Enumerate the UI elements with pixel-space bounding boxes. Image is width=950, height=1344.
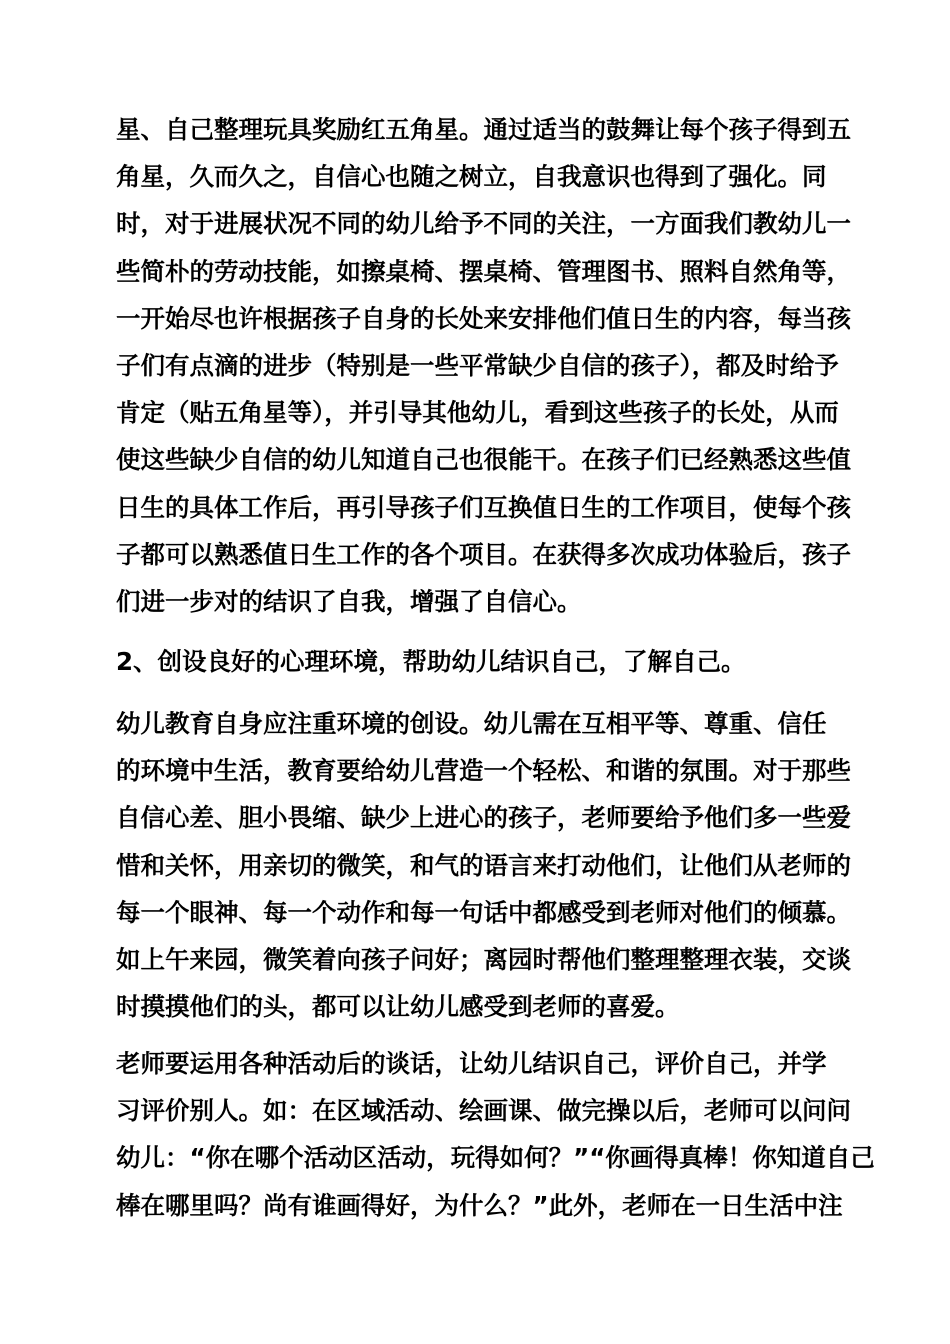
text-line: 些简朴的劳动技能，如擦桌椅、摆桌椅、管理图书、照料自然角等， xyxy=(116,256,851,286)
paragraph-value-day-encouragement xyxy=(116,106,851,625)
text-line: 子们有点滴的进步（特别是一些平常缺少自信的孩子），都及时给予 xyxy=(116,350,839,380)
text-line: 如上午来园，微笑着向孩子问好；离园时帮他们整理整理衣装，交谈 xyxy=(116,944,851,974)
text-line: 角星，久而久之，自信心也随之树立，自我意识也得到了强化。同 xyxy=(116,162,827,192)
text-line: 星、自己整理玩具奖励红五角星。通过适当的鼓舞让每个孩子得到五 xyxy=(116,115,851,144)
text-line: 棒在哪里吗？尚有谁画得好，为什么？”此外，老师在一日生活中注 xyxy=(116,1190,843,1220)
heading-line: 2、创设良好的心理环境，帮助幼儿结识自己，了解自己。 xyxy=(116,647,746,676)
section-heading xyxy=(116,638,846,685)
text-line: 使这些缺少自信的幼儿知道自己也很能干。在孩子们已经熟悉这些值 xyxy=(116,445,851,475)
paragraph-self-evaluation xyxy=(116,1040,875,1229)
text-line: 子都可以熟悉值日生工作的各个项目。在获得多次成功体验后，孩子 xyxy=(116,539,851,569)
text-line: 时，对于进展状况不同的幼儿给予不同的关注，一方面我们教幼儿一 xyxy=(116,209,851,239)
text-line: 幼儿：“你在哪个活动区活动，玩得如何？”“你画得真棒！你知道自己 xyxy=(116,1143,875,1173)
text-line: 习评价别人。如：在区域活动、绘画课、做完操以后，老师可以问问 xyxy=(116,1096,851,1126)
text-line: 自信心差、胆小畏缩、缺少上进心的孩子，老师要给予他们多一些爱 xyxy=(116,803,851,833)
text-line: 肯定（贴五角星等），并引导其他幼儿，看到这些孩子的长处，从而 xyxy=(116,398,839,428)
text-line: 惜和关怀，用亲切的微笑，和气的语言来打动他们，让他们从老师的 xyxy=(116,850,851,880)
text-line: 时摸摸他们的头，都可以让幼儿感受到老师的喜爱。 xyxy=(116,992,680,1022)
text-line: 一开始尽也许根据孩子自身的长处来安排他们值日生的内容，每当孩 xyxy=(116,303,851,333)
paragraph-environment xyxy=(116,700,851,1030)
text-line: 每一个眼神、每一个动作和每一句话中都感受到老师对他们的倾慕。 xyxy=(116,897,851,927)
text-line: 老师要运用各种活动后的谈话，让幼儿结识自己，评价自己，并学 xyxy=(116,1049,827,1078)
text-line: 幼儿教育自身应注重环境的创设。幼儿需在互相平等、尊重、信任 xyxy=(116,709,827,738)
text-line: 日生的具体工作后，再引导孩子们互换值日生的工作项目，使每个孩 xyxy=(116,492,851,522)
text-line: 的环境中生活，教育要给幼儿营造一个轻松、和谐的氛围。对于那些 xyxy=(116,756,851,786)
text-line: 们进一步对的结识了自我，增强了自信心。 xyxy=(116,586,582,616)
